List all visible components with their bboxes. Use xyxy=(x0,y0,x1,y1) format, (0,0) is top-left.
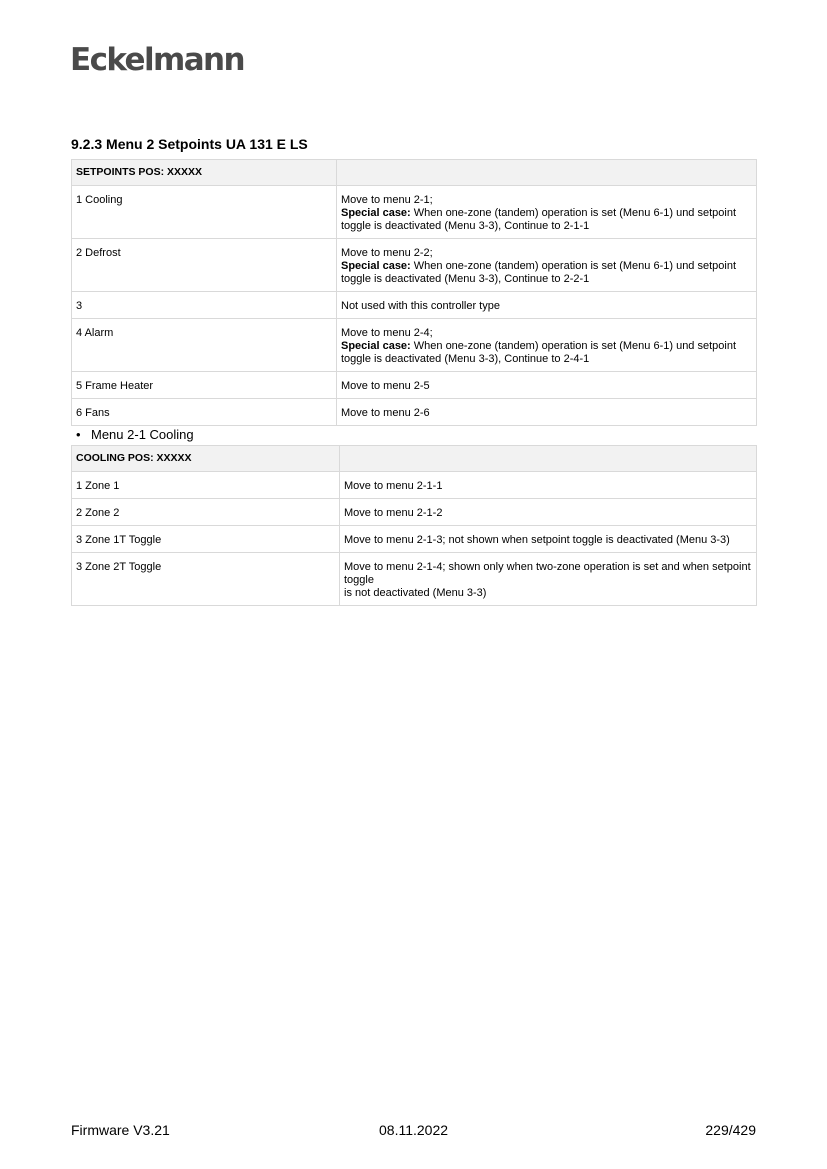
description-cell: Move to menu 2-5 xyxy=(337,372,757,399)
special-case-text: When one-zone (tandem) operation is set (Menu 6-1) und setpoint toggle is deactivated (Menu 3-3), Continue to 2-4-1 xyxy=(341,340,737,365)
description-line: Move to menu 2-2; xyxy=(341,247,433,259)
item-cell: 6 Fans xyxy=(72,399,337,426)
bullet-item xyxy=(76,427,194,443)
item-cell: 3 Zone 2T Toggle xyxy=(72,553,340,606)
cooling-header: COOLING POS: XXXXX xyxy=(72,446,340,472)
description-line: Move to menu 2-1-4; shown only when two-zone operation is set and when setpoint toggle xyxy=(344,561,751,586)
footer-page-number: 229/429 xyxy=(705,1122,756,1138)
item-cell: 4 Alarm xyxy=(72,319,337,372)
table-row xyxy=(72,526,757,553)
item-cell: 3 xyxy=(72,292,337,319)
setpoints-table xyxy=(71,159,757,426)
description-cell xyxy=(337,319,757,372)
item-cell: 1 Cooling xyxy=(72,186,337,239)
description-line: Move to menu 2-1; xyxy=(341,194,433,206)
setpoints-header: SETPOINTS POS: XXXXX xyxy=(72,160,337,186)
footer-firmware: Firmware V3.21 xyxy=(71,1122,170,1138)
item-cell: 5 Frame Heater xyxy=(72,372,337,399)
description-cell: Move to menu 2-6 xyxy=(337,399,757,426)
table-header-row xyxy=(72,160,757,186)
special-case-label: Special case: xyxy=(341,260,411,272)
section-title: 9.2.3 Menu 2 Setpoints UA 131 E LS xyxy=(71,136,308,152)
item-cell: 2 Zone 2 xyxy=(72,499,340,526)
item-cell: 1 Zone 1 xyxy=(72,472,340,499)
table-row xyxy=(72,239,757,292)
special-case-text: When one-zone (tandem) operation is set (Menu 6-1) und setpoint toggle is deactivated (Menu 3-3), Continue to 2-1-1 xyxy=(341,207,737,232)
description-cell: Not used with this controller type xyxy=(337,292,757,319)
item-cell: 2 Defrost xyxy=(72,239,337,292)
description-cell xyxy=(337,239,757,292)
description-cell: Move to menu 2-1-1 xyxy=(340,472,757,499)
description-cell xyxy=(337,186,757,239)
header-empty-cell xyxy=(337,160,757,186)
table-row xyxy=(72,319,757,372)
table-row xyxy=(72,186,757,239)
description-cell xyxy=(340,553,757,606)
eckelmann-logo: Eckelmann xyxy=(70,42,244,78)
table-row xyxy=(72,472,757,499)
description-line: is not deactivated (Menu 3-3) xyxy=(344,587,487,599)
cooling-table xyxy=(71,445,757,606)
special-case-label: Special case: xyxy=(341,340,411,352)
bullet-marker: • xyxy=(76,427,81,442)
table-header-row xyxy=(72,446,757,472)
table-row xyxy=(72,372,757,399)
special-case-text: When one-zone (tandem) operation is set (Menu 6-1) und setpoint toggle is deactivated (Menu 3-3), Continue to 2-2-1 xyxy=(341,260,737,285)
special-case-label: Special case: xyxy=(341,207,411,219)
table-row xyxy=(72,499,757,526)
description-line: Move to menu 2-4; xyxy=(341,327,433,339)
item-cell: 3 Zone 1T Toggle xyxy=(72,526,340,553)
description-cell: Move to menu 2-1-2 xyxy=(340,499,757,526)
description-cell: Move to menu 2-1-3; not shown when setpoint toggle is deactivated (Menu 3-3) xyxy=(340,526,757,553)
bullet-text: Menu 2-1 Cooling xyxy=(91,427,194,442)
table-row xyxy=(72,553,757,606)
table-row xyxy=(72,292,757,319)
footer-date: 08.11.2022 xyxy=(379,1122,449,1138)
table-row xyxy=(72,399,757,426)
header-empty-cell xyxy=(340,446,757,472)
